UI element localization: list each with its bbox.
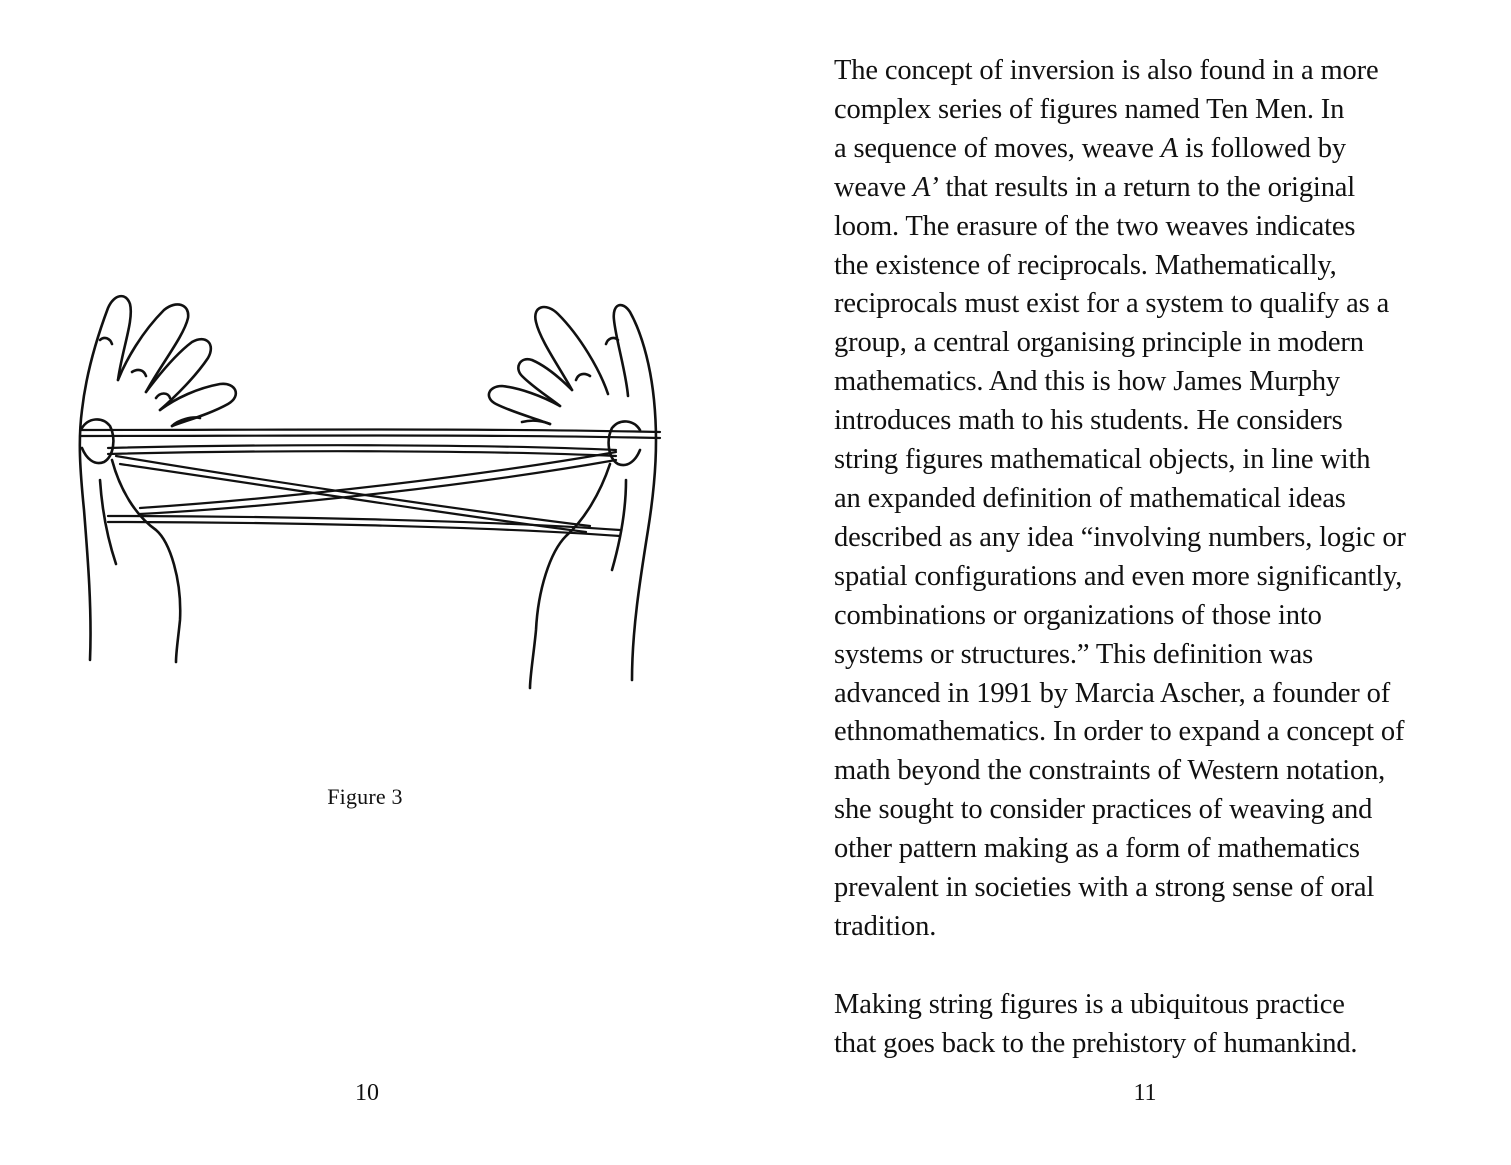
text-line: Making string figures is a ubiquitous practice	[834, 988, 1345, 1020]
text-line: math beyond the constraints of Western notation,	[834, 755, 1386, 787]
text-line: combinations or organizations of those into	[834, 599, 1322, 631]
paragraph-gap	[834, 947, 1511, 986]
string-figure-illustration	[60, 280, 680, 700]
hands-string-figure-icon	[60, 280, 680, 700]
text-line: introduces math to his students. He considers	[834, 405, 1343, 437]
paragraph-1	[834, 52, 1511, 947]
text-line: the existence of reciprocals. Mathematically,	[834, 249, 1337, 281]
text-line: other pattern making as a form of mathematics	[834, 833, 1360, 865]
text-line: complex series of figures named Ten Men. In	[834, 93, 1345, 125]
text-line: loom. The erasure of the two weaves indicates	[834, 210, 1356, 242]
text-line: group, a central organising principle in modern	[834, 327, 1364, 359]
text-line: string figures mathematical objects, in line with	[834, 444, 1371, 476]
page-number-right: 11	[1133, 1080, 1157, 1106]
text-line: weave A’ that results in a return to the original	[834, 171, 1356, 203]
text-line: that goes back to the prehistory of humankind.	[834, 1027, 1358, 1059]
paragraph-2	[834, 986, 1511, 1064]
text-line: ethnomathematics. In order to expand a concept of	[834, 716, 1405, 748]
text-line: described as any idea “involving numbers, logic or	[834, 521, 1406, 553]
text-line: tradition.	[834, 910, 937, 942]
italic-variable: A	[1160, 132, 1178, 164]
text-line: an expanded definition of mathematical ideas	[834, 482, 1346, 514]
text-line: advanced in 1991 by Marcia Ascher, a founder of	[834, 677, 1391, 709]
right-hand-drawing	[489, 305, 656, 688]
left-page	[0, 0, 740, 1165]
body-text	[834, 52, 1511, 1064]
italic-variable: A’	[913, 171, 939, 203]
text-line: systems or structures.” This definition was	[834, 638, 1314, 670]
text-line: prevalent in societies with a strong sense of oral	[834, 872, 1375, 904]
figure-caption: Figure 3	[327, 784, 403, 809]
text-line: spatial configurations and even more significantly,	[834, 560, 1403, 592]
text-line: mathematics. And this is how James Murphy	[834, 366, 1341, 398]
text-line: The concept of inversion is also found in a more	[834, 55, 1379, 86]
text-line: a sequence of moves, weave A is followed by	[834, 132, 1346, 164]
text-line: reciprocals must exist for a system to qualify as a	[834, 288, 1390, 320]
right-page	[740, 0, 1511, 1165]
text-line: she sought to consider practices of weaving and	[834, 794, 1373, 826]
string-loops-drawing	[80, 430, 660, 537]
page-number-left: 10	[355, 1080, 379, 1106]
left-hand-drawing	[80, 296, 236, 662]
